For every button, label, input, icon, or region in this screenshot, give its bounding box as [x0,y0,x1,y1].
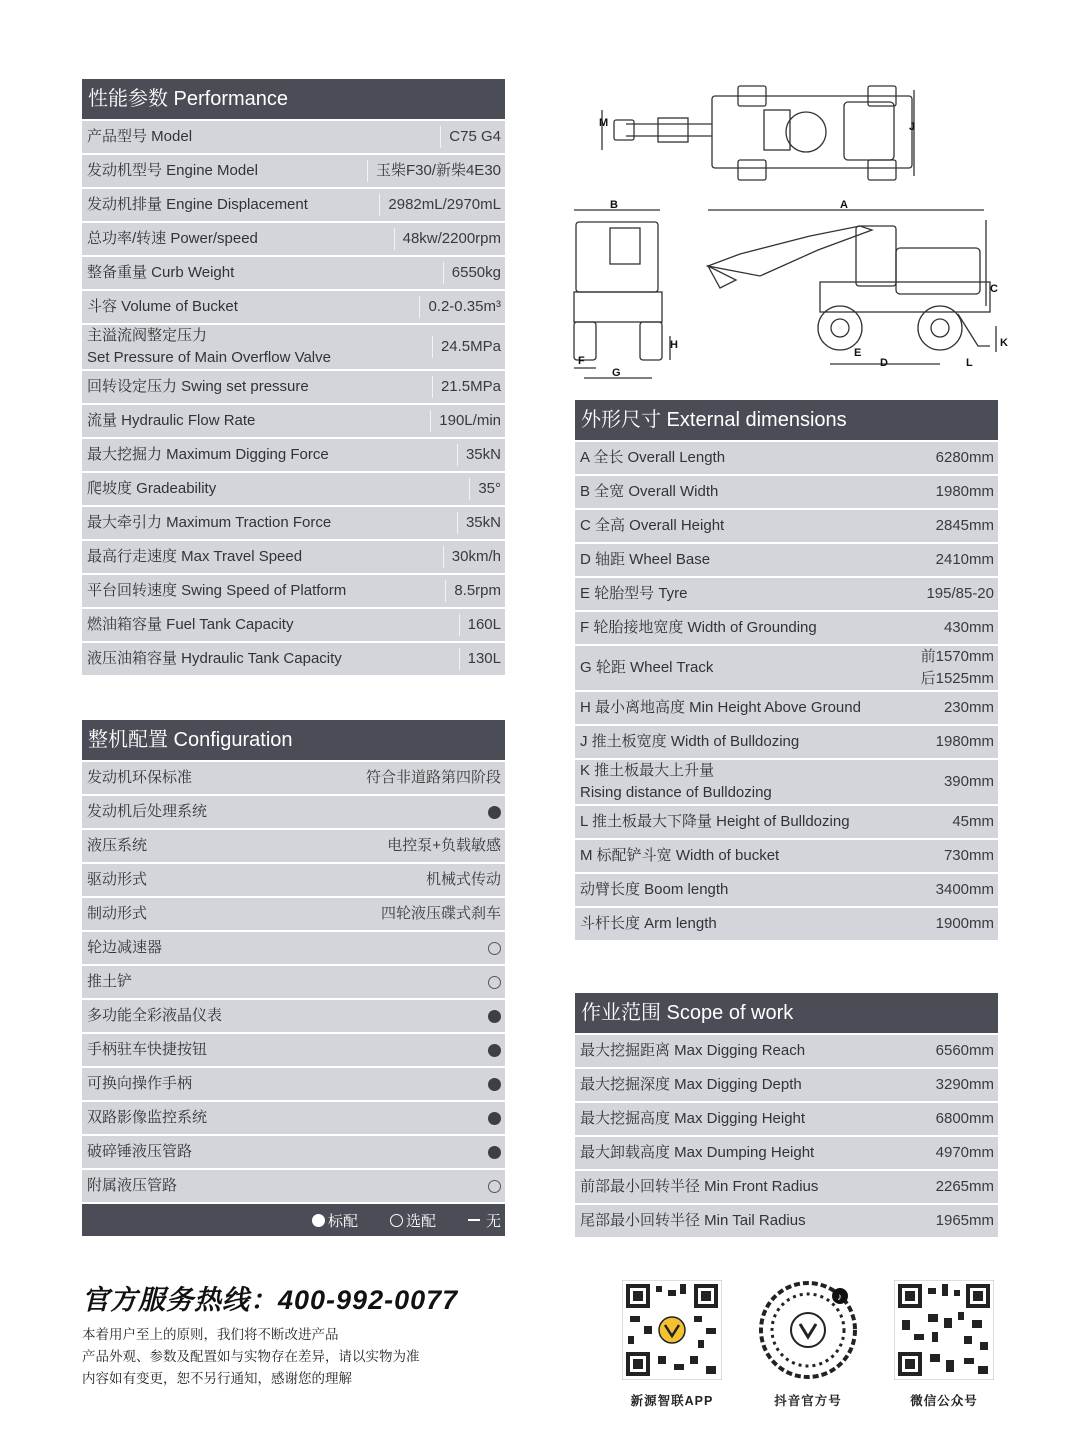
empty-dot-icon [488,971,501,993]
table-row [82,898,505,930]
legend-none: 无 [468,1210,501,1231]
row-label: 轮边减速器 [87,939,163,956]
performance-rows [82,121,505,675]
row-label: 尾部最小回转半径 Min Tail Radius [580,1212,806,1229]
configuration-legend [82,1204,505,1236]
legend-optional: 选配 [390,1210,436,1231]
row-label: 总功率/转速 Power/speed [87,230,258,247]
row-value: 四轮液压碟式刹车 [380,905,501,922]
filled-dot-icon [488,1107,501,1129]
disclaimer-line: 本着用户至上的原则，我们将不断改进产品 [82,1327,339,1342]
row-label: 斗容 Volume of Bucket [87,298,238,315]
table-row [575,692,998,724]
row-label: 爬坡度 Gradeability [87,480,217,497]
row-label: D 轴距 Wheel Base [580,551,711,568]
table-row [575,476,998,508]
row-value: 6550kg [443,262,501,284]
row-value: 430mm [943,619,994,636]
svg-text:♪: ♪ [837,1292,842,1303]
table-row [82,121,505,153]
diagram-label-k: K [1000,337,1008,349]
table-row [82,796,505,828]
row-value: 195/85-20 [926,585,994,602]
scope-rows [575,1035,998,1237]
scope-panel [575,993,998,1237]
qr-label: 微信公众号 [910,1394,978,1408]
table-row [82,609,505,641]
row-label: 可换向操作手柄 [87,1075,193,1092]
row-label: 主溢流阀整定压力 Set Pressure of Main Overflow Valve [87,327,331,366]
external-panel [575,400,998,940]
table-row [82,1136,505,1168]
table-row [575,578,998,610]
performance-title: 性能参数 Performance [82,79,505,119]
table-row [575,1171,998,1203]
diagram-label-m: M [599,117,609,129]
row-value: 2982mL/2970mL [379,194,501,216]
filled-dot-icon [488,1073,501,1095]
row-value: 1965mm [935,1212,994,1229]
filled-dot-icon [488,1005,501,1027]
table-row [575,726,998,758]
table-row [82,189,505,221]
filled-dot-icon [488,1141,501,1163]
table-row [82,762,505,794]
row-value: 玉柴F30/新柴4E30 [367,160,501,182]
table-row [82,1170,505,1202]
row-label: 发动机环保标准 [87,769,193,786]
row-label: 前部最小回转半径 Min Front Radius [580,1178,819,1195]
table-row [575,612,998,644]
row-value: 电控泵+负载敏感 [387,837,501,854]
row-value: 45mm [952,813,994,830]
row-label: 最高行走速度 Max Travel Speed [87,548,303,565]
table-row [82,371,505,403]
table-row [82,864,505,896]
table-row [575,1205,998,1237]
row-label: J 推土板宽度 Width of Bulldozing [580,733,800,750]
row-value: 21.5MPa [432,376,501,398]
row-label: 发动机后处理系统 [87,803,208,820]
qr-code-icon [622,1280,722,1380]
row-label: E 轮胎型号 Tyre [580,585,688,602]
scope-title: 作业范围 Scope of work [575,993,998,1033]
row-value: 730mm [943,847,994,864]
table-row [82,1102,505,1134]
table-row [575,760,998,804]
table-row [82,155,505,187]
row-label: 流量 Hydraulic Flow Rate [87,412,256,429]
configuration-title: 整机配置 Configuration [82,720,505,760]
row-value: 3400mm [935,881,994,898]
row-value: 130L [459,648,501,670]
row-value: 6800mm [935,1110,994,1127]
row-value: 6280mm [935,449,994,466]
row-value: 190L/min [430,410,501,432]
filled-dot-icon [488,1039,501,1061]
row-label: L 推土板最大下降量 Height of Bulldozing [580,813,850,830]
excavator-side-view-diagram [700,196,1020,376]
diagram-label-h: H [670,339,678,351]
diagram-label-l: L [966,357,973,369]
row-value: 8.5rpm [445,580,501,602]
row-label: K 推土板最大上升量 Rising distance of Bulldozing [580,762,772,801]
table-row [575,806,998,838]
empty-dot-icon [488,937,501,959]
row-label: 最大挖掘力 Maximum Digging Force [87,446,329,463]
row-value: 35° [469,478,501,500]
row-label: 最大挖掘深度 Max Digging Depth [580,1076,802,1093]
disclaimer-line: 产品外观、参数及配置如与实物存在差异，请以实物为准 [82,1349,420,1364]
legend-standard: 标配 [312,1210,358,1231]
row-value: C75 G4 [440,126,501,148]
row-label: C 全高 Overall Height [580,517,725,534]
row-value: 1980mm [935,733,994,750]
qr-wechat[interactable] [892,1280,996,1409]
excavator-top-view-diagram [596,80,926,192]
empty-dot-icon [488,1175,501,1197]
diagram-label-a: A [840,199,848,211]
row-label: 液压系统 [87,837,148,854]
table-row [575,1137,998,1169]
row-label: B 全宽 Overall Width [580,483,719,500]
row-label: 破碎锤液压管路 [87,1143,193,1160]
table-row [575,1035,998,1067]
row-label: 制动形式 [87,905,148,922]
row-value: 6560mm [935,1042,994,1059]
table-row [82,575,505,607]
row-value: 24.5MPa [432,336,501,358]
table-row [82,507,505,539]
row-value: 2410mm [935,551,994,568]
row-value: 机械式传动 [425,871,501,888]
filled-dot-icon [312,1214,325,1227]
table-row [82,1000,505,1032]
table-row [82,223,505,255]
configuration-rows [82,762,505,1202]
external-title: 外形尺寸 External dimensions [575,400,998,440]
excavator-front-view-diagram [560,196,686,384]
table-row [82,325,505,369]
wechat-qr-icon [894,1280,994,1380]
row-label: H 最小离地高度 Min Height Above Ground [580,699,861,716]
table-row [82,439,505,471]
row-label: 最大卸载高度 Max Dumping Height [580,1144,815,1161]
row-label: 附属液压管路 [87,1177,178,1194]
table-row [82,643,505,675]
row-value: 35kN [457,444,501,466]
diagram-label-d: D [880,357,888,369]
row-label: M 标配铲斗宽 Width of bucket [580,847,780,864]
table-row [575,442,998,474]
row-value: 0.2-0.35m³ [419,296,501,318]
table-row [575,646,998,690]
row-value: 48kw/2200rpm [394,228,501,250]
table-row [82,541,505,573]
configuration-panel [82,720,505,1236]
table-row [575,840,998,872]
row-label: 燃油箱容量 Fuel Tank Capacity [87,616,294,633]
row-value: 2845mm [935,517,994,534]
table-row [575,510,998,542]
row-value: 390mm [943,773,994,790]
row-label: 发动机排量 Engine Displacement [87,196,308,213]
row-label: 手柄驻车快捷按钮 [87,1041,208,1058]
row-value: 前1570mm 后1525mm [920,648,994,687]
diagram-label-g: G [612,367,621,379]
table-row [82,932,505,964]
row-label: 液压油箱容量 Hydraulic Tank Capacity [87,650,342,667]
row-label: 双路影像监控系统 [87,1109,208,1126]
performance-panel [82,79,505,675]
service-hotline: 官方服务热线：400-992-0077 [82,1285,459,1315]
row-value: 230mm [943,699,994,716]
table-row [82,966,505,998]
row-value: 符合非道路第四阶段 [365,769,501,786]
empty-dot-icon [390,1214,403,1227]
diagram-label-e: E [854,347,862,359]
row-label: 平台回转速度 Swing Speed of Platform [87,582,347,599]
dash-icon [468,1219,480,1221]
table-row [82,1034,505,1066]
diagram-label-j: J [909,121,916,133]
row-value: 35kN [457,512,501,534]
row-value: 3290mm [935,1076,994,1093]
table-row [575,1103,998,1135]
row-label: 斗杆长度 Arm length [580,915,717,932]
diagram-label-c: C [990,283,998,295]
qr-label: 抖音官方号 [774,1394,842,1408]
row-value: 30km/h [443,546,501,568]
douyin-qr-icon [758,1280,858,1380]
row-value: 2265mm [935,1178,994,1195]
row-label: G 轮距 Wheel Track [580,659,714,676]
disclaimer-line: 内容如有变更，恕不另行通知，感谢您的理解 [82,1371,352,1386]
table-row [82,291,505,323]
row-value: 4970mm [935,1144,994,1161]
row-label: 推土铲 [87,973,133,990]
row-value: 160L [459,614,501,636]
table-row [575,874,998,906]
diagram-label-f: F [578,355,585,367]
qr-app[interactable] [620,1280,724,1409]
row-label: 产品型号 Model [87,128,193,145]
table-row [82,257,505,289]
table-row [82,405,505,437]
row-label: 发动机型号 Engine Model [87,162,258,179]
row-value: 1980mm [935,483,994,500]
row-label: F 轮胎接地宽度 Width of Grounding [580,619,817,636]
qr-douyin[interactable] [756,1280,860,1409]
row-label: 驱动形式 [87,871,148,888]
row-label: 动臂长度 Boom length [580,881,729,898]
row-label: 整备重量 Curb Weight [87,264,235,281]
filled-dot-icon [488,801,501,823]
row-label: 最大挖掘高度 Max Digging Height [580,1110,806,1127]
row-label: 最大牵引力 Maximum Traction Force [87,514,332,531]
table-row [82,830,505,862]
row-label: A 全长 Overall Length [580,449,726,466]
row-label: 回转设定压力 Swing set pressure [87,378,309,395]
table-row [82,1068,505,1100]
table-row [575,544,998,576]
row-label: 最大挖掘距离 Max Digging Reach [580,1042,806,1059]
table-row [575,1069,998,1101]
qr-label: 新源智联APP [630,1394,714,1408]
row-value: 1900mm [935,915,994,932]
table-row [575,908,998,940]
table-row [82,473,505,505]
row-label: 多功能全彩液晶仪表 [87,1007,223,1024]
diagram-label-b: B [610,199,618,211]
external-rows [575,442,998,940]
disclaimer-notes [82,1324,420,1390]
